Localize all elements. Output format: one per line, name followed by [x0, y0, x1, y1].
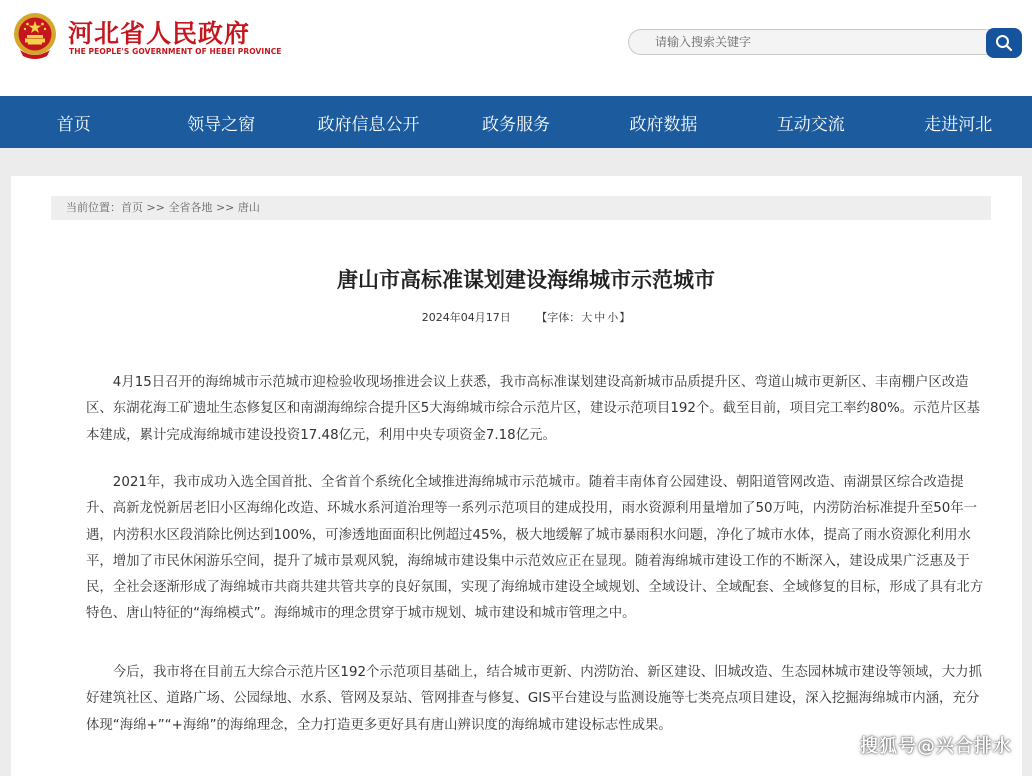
national-emblem-icon: [12, 12, 58, 60]
nav-item-leaders[interactable]: 领导之窗: [187, 114, 256, 135]
nav-item-about-hebei[interactable]: 走进河北: [924, 114, 993, 135]
article-panel: [11, 176, 1022, 776]
breadcrumb-tangshan[interactable]: 唐山: [237, 201, 260, 214]
site-header: [0, 0, 1032, 96]
font-size-label: 【字体：: [536, 311, 581, 324]
font-size-medium-button[interactable]: 中: [594, 311, 606, 324]
search-icon: [994, 33, 1014, 53]
font-size-control: [536, 311, 630, 324]
article-paragraph: 4月15日召开的海绵城市示范城市迎检验收现场推进会议上获悉，我市高标准谋划建设高新城市品质提升区、弯道山城市更新区、丰南棚户区改造区、东湖花海工矿遗址生态修复区和南湖海绵综合提升区5大海绵城市综合示范片区，建设示范项目192个。截至目前，项目完工率约80%。示范片区基本建成，累计完成海绵城市建设投资17.48亿元，利用中央专项资金7.18亿元。: [86, 375, 981, 443]
article-title: 唐山市高标准谋划建设海绵城市示范城市: [337, 268, 715, 292]
font-size-small-button[interactable]: 小: [607, 311, 619, 324]
site-logo-subtitle: THE PEOPLE'S GOVERNMENT OF HEBEI PROVINCE: [69, 47, 282, 56]
article-paragraph: 2021年，我市成功入选全国首批、全省首个系统化全域推进海绵城市示范城市。随着丰南体育公园建设、朝阳道管网改造、南湖景区综合改造提升、高新龙悦新居老旧小区海绵化改造、环城水系河道治理等一系列示范项目的建成投用，雨水资源利用量增加了50万吨，内涝防治标准提升至50年一遇，内涝积水区段消除比例达到100%，可渗透地面面积比例超过45%，极大地缓解了城市暴雨积水问题，净化了城市水体，提高了雨水资源化利用水平，增加了市民休闲游乐空间，提升了城市景观风貌，海绵城市建设集中示范效应正在显现。随着海绵城市建设工作的不断深入，建设成果广泛惠及于民，全社会逐渐形成了海绵城市共商共建共管共享的良好氛围，实现了海绵城市建设全域规划、全域设计、全域配套、全域修复的目标，形成了具有北方特色、唐山特征的“海绵模式”。海绵城市的理念贯穿于城市规划、城市建设和城市管理之中。: [86, 475, 984, 622]
search-button[interactable]: [986, 28, 1022, 58]
breadcrumb-prefix: 当前位置：: [66, 201, 121, 214]
font-size-label-close: 】: [619, 311, 631, 324]
font-size-large-button[interactable]: 大: [581, 311, 593, 324]
search-bar: [628, 29, 1022, 57]
nav-item-gov-services[interactable]: 政务服务: [481, 114, 550, 135]
breadcrumb: [51, 196, 991, 220]
nav-item-gov-data[interactable]: 政府数据: [629, 114, 698, 135]
main-nav: [0, 96, 1032, 148]
breadcrumb-home[interactable]: 首页: [121, 201, 143, 214]
nav-item-home[interactable]: 首页: [56, 114, 91, 135]
article-meta: [11, 309, 1032, 325]
article-paragraph: 今后，我市将在目前五大综合示范片区192个示范项目基础上，结合城市更新、内涝防治、新区建设、旧城改造、生态园林城市建设等领域，大力抓好建筑社区、道路广场、公园绿地、水系、管网及泵站、管网排查与修复、GIS平台建设与监测设施等七类亮点项目建设，深入挖掘海绵城市内涵，充分体现“海绵+”“+海绵”的海绵理念，全力打造更多更好具有唐山辨识度的海绵城市建设标志性成果。: [86, 665, 982, 733]
article-date: 2024年04月17日: [421, 311, 511, 324]
breadcrumb-all-regions[interactable]: 全省各地: [168, 201, 213, 214]
search-input[interactable]: [628, 29, 990, 55]
nav-item-interaction[interactable]: 互动交流: [776, 114, 845, 135]
source-watermark: 搜狐号@兴合排水: [860, 736, 1012, 757]
nav-item-gov-info[interactable]: 政府信息公开: [317, 114, 420, 135]
breadcrumb-separator: >>: [146, 201, 165, 214]
breadcrumb-separator: >>: [215, 201, 235, 214]
site-logo-title[interactable]: 河北省人民政府: [68, 19, 251, 48]
